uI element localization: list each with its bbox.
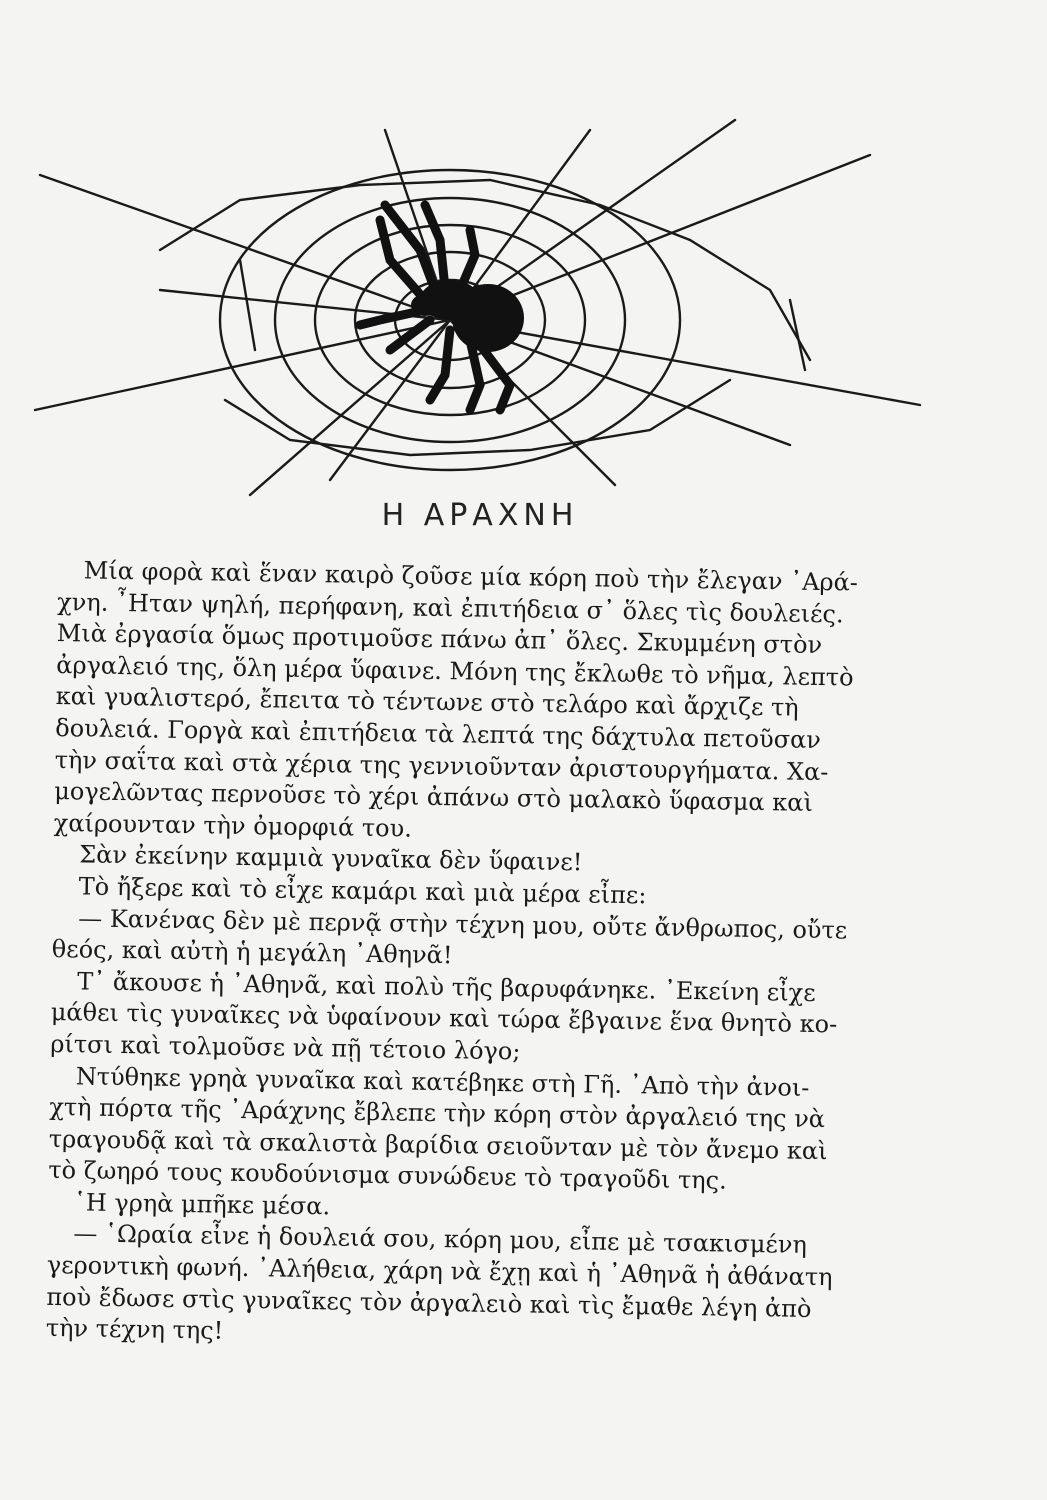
text-line: δουλειά. Γοργὰ καὶ ἐπιτήδεια τὰ λεπτά της δάχτυλα πετοῦσαν xyxy=(55,713,822,754)
text-line: ρίτσι καὶ τολμοῦσε νὰ πῇ τέτοιο λόγο; xyxy=(50,1029,521,1066)
text-line: μάθει τὶς γυναῖκες νὰ ὑφαίνουν καὶ τώρα ἔβγαινε ἕνα θνητὸ κο- xyxy=(50,998,838,1039)
story-text xyxy=(46,555,903,1358)
page-title: Η ΑΡΑΧΝΗ xyxy=(381,498,579,533)
text-line: Ντύθηκε γρηὰ γυναῖκα καὶ κατέβηκε στὴ Γῆ. ᾿Απὸ τὴν ἀνοι- xyxy=(75,1061,810,1102)
text-line: — Κανένας δὲν μὲ περνᾷ στὴν τέχνη μου, οὔτε ἄνθρωπος, οὔτε xyxy=(78,903,848,944)
text-line: τὴν τέχνη της! xyxy=(45,1314,224,1345)
text-line: χνη. ῏Ηταν ψηλή, περήφανη, καὶ ἐπιτήδεια σ᾿ ὅλες τὶς δουλειές. xyxy=(57,587,844,628)
text-line: χτὴ πόρτα τῆς ᾿Αράχνης ἔβλεπε τὴν κόρη στὸν ἀργαλειό της νὰ xyxy=(49,1093,826,1134)
text-line: τραγουδᾷ καὶ τὰ σκαλιστὰ βαρίδια σειοῦνταν μὲ τὸν ἄνεμο καὶ xyxy=(48,1124,828,1165)
text-line: τὸ ζωηρό τους κουδούνισμα συνώδευε τὸ τραγοῦδι της. xyxy=(48,1156,727,1195)
text-line: γεροντικὴ φωνή. ᾿Αλήθεια, χάρη νὰ ἔχῃ καὶ ἡ ᾿Αθηνᾶ ἡ ἀθάνατη xyxy=(46,1250,833,1292)
text-line: Τ᾿ ἄκουσε ἡ ᾿Αθηνᾶ, καὶ πολὺ τῆς βαρυφάνηκε. ᾿Εκείνη εἶχε xyxy=(77,967,816,1007)
text-line: χαίρουνταν τὴν ὀμορφιά του. xyxy=(53,808,413,843)
spider-web-illustration xyxy=(30,110,930,510)
text-line: τὴν σαΐτα καὶ στὰ χέρια της γεννιοῦνταν ἀριστουργήματα. Χα- xyxy=(54,745,829,786)
text-line: καὶ γυαλιστερό, ἔπειτα τὸ τέντωνε στὸ τελάρο καὶ ἄρχιζε τὴ xyxy=(55,682,799,723)
text-line: — ῾Ωραία εἶνε ἡ δουλειά σου, κόρη μου, εἶπε μὲ τσακισμένη xyxy=(73,1219,808,1260)
text-line: Μιὰ ἐργασία ὅμως προτιμοῦσε πάνω ἀπ᾿ ὅλες. Σκυμμένη στὸν xyxy=(56,619,823,660)
text-line: ποὺ ἔδωσε στὶς γυναῖκες τὸν ἀργαλειὸ καὶ τὶς ἔμαθε λέγη ἀπὸ xyxy=(46,1282,812,1323)
text-line: ἀργαλειό της, ὅλη μέρα ὕφαινε. Μόνη της ἔκλωθε τὸ νῆμα, λεπτὸ xyxy=(56,650,854,692)
text-line: μογελῶντας περνοῦσε τὸ χέρι ἀπάνω στὸ μαλακὸ ὕφασμα καὶ xyxy=(54,777,814,818)
text-line: Σὰν ἐκείνην καμμιὰ γυναῖκα δὲν ὕφαινε! xyxy=(79,840,583,877)
text-line: Τὸ ἤξερε καὶ τὸ εἶχε καμάρι καὶ μιὰ μέρα εἶπε: xyxy=(78,872,647,910)
text-line: Μία φορὰ καὶ ἕναν καιρὸ ζοῦσε μία κόρη ποὺ τὴν ἔλεγαν ᾿Αρά- xyxy=(83,556,859,597)
text-line: θεός, καὶ αὐτὴ ἡ μεγάλη ᾿Αθηνᾶ! xyxy=(51,935,453,970)
text-line: ῾Η γρηὰ μπῆκε μέσα. xyxy=(73,1188,331,1221)
